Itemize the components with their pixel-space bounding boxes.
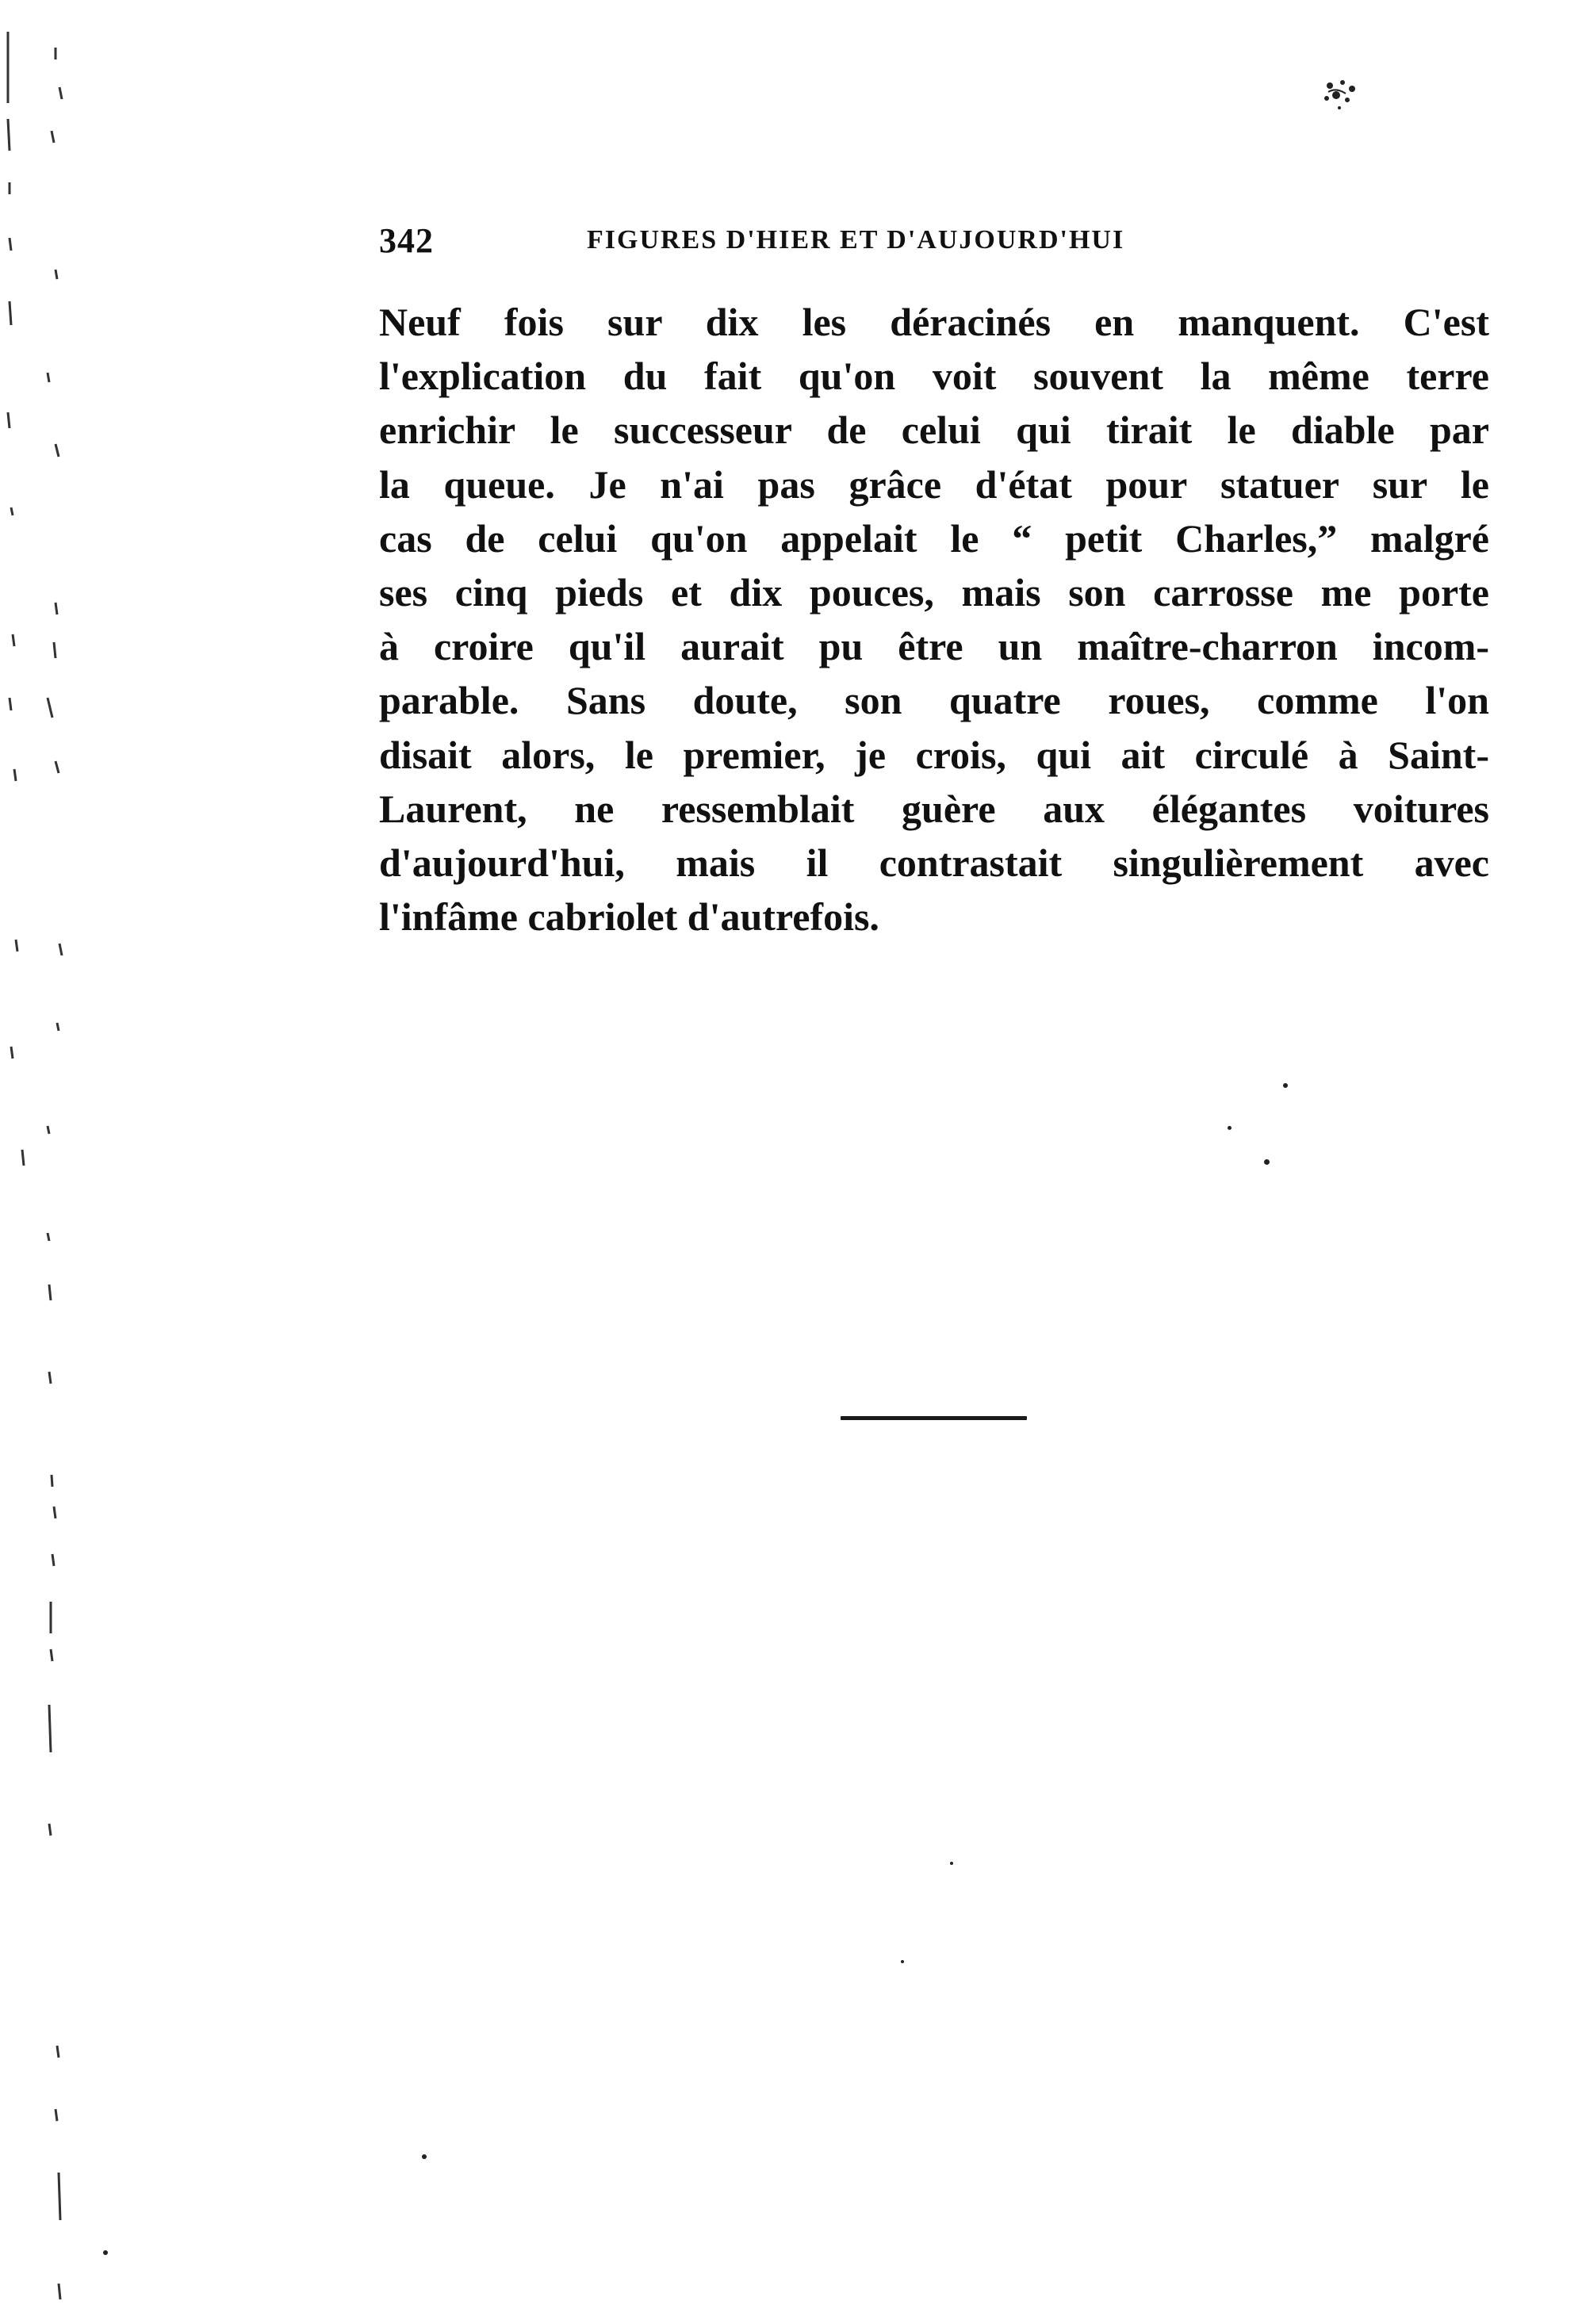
text-line: Laurent, ne ressemblait guère aux élégantes voitures	[379, 786, 1489, 831]
scan-speck	[901, 1960, 904, 1963]
page-number: 342	[379, 221, 434, 260]
text-line: l'explication du fait qu'on voit souvent la même terre	[379, 354, 1489, 399]
running-head	[379, 220, 1489, 268]
text-line: l'infâme cabriolet d'autrefois.	[379, 894, 879, 940]
scan-speck	[1283, 1083, 1288, 1088]
running-title: FIGURES D'HIER ET D'AUJOURD'HUI	[587, 225, 1125, 255]
text-line: enrichir le successeur de celui qui tirait le diable par	[379, 408, 1489, 453]
text-line: cas de celui qu'on appelait le “ petit Charles,” malgré	[379, 515, 1489, 561]
body-paragraph	[379, 295, 1489, 944]
scan-speck	[1264, 1159, 1270, 1165]
section-end-rule	[841, 1416, 1027, 1420]
text-line: disait alors, le premier, je crois, qui ait circulé à Saint-	[379, 732, 1489, 777]
text-line: parable. Sans doute, son quatre roues, comme l'on	[379, 678, 1489, 723]
text-line: la queue. Je n'ai pas grâce d'état pour statuer sur le	[379, 461, 1489, 507]
scan-speck	[950, 1862, 953, 1865]
text-line: Neuf fois sur dix les déracinés en manquent. C'est	[379, 300, 1489, 344]
text-line: ses cinq pieds et dix pouces, mais son carrosse me porte	[379, 569, 1489, 615]
scan-speck	[1228, 1126, 1232, 1130]
text-line: d'aujourd'hui, mais il contrastait singulièrement avec	[379, 840, 1489, 885]
scan-speck	[103, 2250, 108, 2255]
scan-edge-marks	[0, 0, 87, 2324]
text-line: à croire qu'il aurait pu être un maître-charron incom-	[379, 624, 1489, 669]
floral-ornament-icon	[1312, 71, 1368, 127]
scan-speck	[422, 2154, 427, 2159]
